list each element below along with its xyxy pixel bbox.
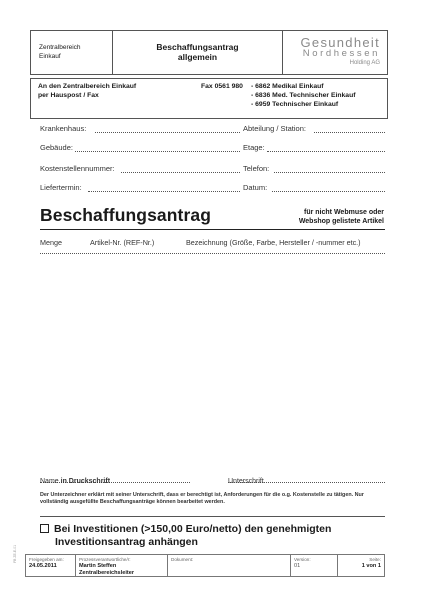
- logo-line: Holding AG: [349, 60, 380, 66]
- name-label-prefix: Name: [40, 478, 59, 485]
- footer-value: 1 von 1: [361, 563, 381, 569]
- field-label: Telefon:: [243, 164, 270, 173]
- footer-seite: [338, 555, 384, 576]
- footer-caption: Freigegeben am:: [29, 557, 64, 562]
- fax-extensions: [251, 83, 356, 109]
- field-label: Krankenhaus:: [40, 124, 87, 133]
- investment-line: Bei Investitionen (>150,00 Euro/netto) den genehmigten: [54, 523, 332, 535]
- address-box: [30, 78, 388, 119]
- investment-notice: [40, 523, 385, 548]
- field-label: Gebäude:: [40, 143, 73, 152]
- unterschrift-label: Unterschrift: [228, 478, 264, 485]
- investment-line: Investitionsantrag anhängen: [55, 535, 198, 548]
- abteilung-field[interactable]: [243, 124, 385, 133]
- column-header-artikel: Artikel-Nr. (REF-Nr.): [90, 238, 155, 247]
- footer-caption: Dokument:: [171, 557, 194, 562]
- footer-value: Zentralbereichsleiter: [79, 569, 135, 576]
- kostenstelle-field[interactable]: [40, 164, 240, 173]
- field-line: [272, 191, 385, 192]
- department-label: [31, 31, 113, 74]
- telefon-field[interactable]: [243, 164, 385, 173]
- footer-freigegeben: [26, 555, 76, 576]
- column-header-menge: Menge: [40, 238, 62, 247]
- section-title: Beschaffungsantrag: [40, 205, 211, 225]
- field-label: Etage:: [243, 143, 265, 152]
- footer-value: 24.05.2011: [29, 563, 57, 569]
- logo-line: Nordhessen: [302, 48, 380, 59]
- subtitle-line: für nicht Webmuse oder: [304, 209, 384, 216]
- document-footer: [25, 554, 385, 577]
- address-line: per Hauspost / Fax: [38, 91, 99, 99]
- krankenhaus-field[interactable]: [40, 124, 240, 133]
- fax-extension: - 6862 Medikal Einkauf: [251, 83, 324, 90]
- etage-field[interactable]: [243, 143, 385, 152]
- column-header-divider: [40, 253, 385, 254]
- field-line: [314, 132, 385, 133]
- address-line: An den Zentralbereich Einkauf: [38, 83, 137, 90]
- footer-verantwortlich: [76, 555, 168, 576]
- field-line: [274, 172, 385, 173]
- datum-field[interactable]: [243, 183, 385, 192]
- field-line: [267, 151, 385, 152]
- form-title: [113, 31, 283, 74]
- name-label-bold: in Druckschrift: [60, 478, 111, 485]
- liefertermin-field[interactable]: [40, 183, 240, 192]
- form-title-line: allgemein: [177, 52, 218, 62]
- form-title-line: Beschaffungsantrag: [156, 42, 239, 52]
- field-line: [75, 151, 240, 152]
- field-label: Datum:: [243, 183, 268, 192]
- fax-number: Fax 0561 980: [201, 83, 243, 90]
- field-label: Abteilung / Station:: [243, 124, 306, 133]
- column-header-bezeichnung: Bezeichnung (Größe, Farbe, Hersteller / -nummer etc.): [186, 238, 361, 247]
- form-header: [30, 30, 388, 75]
- subtitle-line: Webshop gelistete Artikel: [298, 218, 384, 225]
- field-line: [95, 132, 240, 133]
- address-recipient: [38, 83, 136, 101]
- section-subtitle: [264, 208, 384, 226]
- footer-value: Martin Steffen: [79, 563, 117, 569]
- gebaeude-field[interactable]: [40, 143, 240, 152]
- footer-caption: Version:: [294, 557, 311, 562]
- section-divider: [40, 229, 385, 230]
- field-label: Kostenstellennummer:: [40, 164, 115, 173]
- note-divider: [40, 516, 385, 517]
- company-logo: [283, 31, 387, 74]
- investment-checkbox[interactable]: [40, 524, 49, 533]
- department-line: Einkauf: [39, 52, 61, 60]
- form-code-vertical: FB ZE-E-01: [13, 545, 17, 563]
- footer-caption: Seite:: [369, 557, 381, 562]
- footer-caption: Prozessverantwortliche/r:: [79, 557, 131, 562]
- department-line: Zentralbereich: [39, 44, 81, 51]
- field-line: [121, 172, 240, 173]
- logo-line: Gesundheit: [300, 35, 380, 50]
- footer-value: 01: [294, 563, 301, 569]
- fax-extension: - 6959 Technischer Einkauf: [251, 100, 339, 108]
- footer-version: [291, 555, 338, 576]
- field-line: [88, 191, 240, 192]
- footer-dokument: [168, 555, 291, 576]
- field-label: Liefertermin:: [40, 183, 82, 192]
- fax-extension: - 6836 Med. Technischer Einkauf: [251, 91, 356, 99]
- authorization-note: Der Unterzeichner erklärt mit seiner Unterschrift, dass er berechtigt ist, Anforderungen für die o.g. Kostenstelle zu tätigen. Nur vollständig ausgefüllte Beschaffungsanträge können bearbeitet werden.: [40, 492, 364, 505]
- name-label: [40, 478, 110, 485]
